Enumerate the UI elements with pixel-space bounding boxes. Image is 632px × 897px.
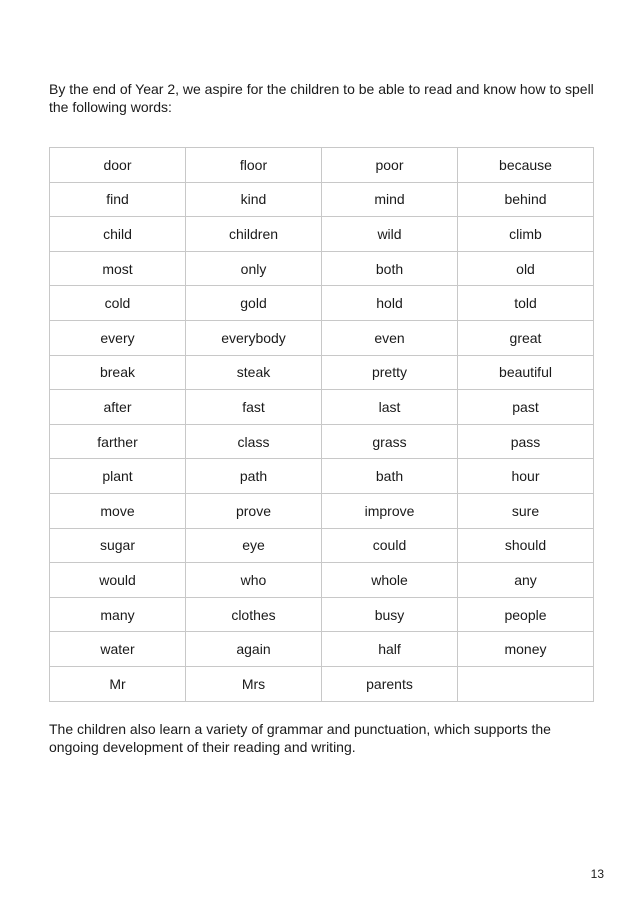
word-cell: gold [186, 286, 322, 321]
word-cell: fast [186, 390, 322, 425]
word-cell: eye [186, 528, 322, 563]
word-cell: past [458, 390, 594, 425]
word-cell: water [50, 632, 186, 667]
word-cell: kind [186, 182, 322, 217]
word-cell: most [50, 251, 186, 286]
word-cell: sure [458, 493, 594, 528]
word-cell: grass [322, 424, 458, 459]
table-row [50, 320, 594, 355]
table-row [50, 217, 594, 252]
word-cell: poor [322, 148, 458, 183]
word-cell: sugar [50, 528, 186, 563]
table-row [50, 666, 594, 701]
word-cell: path [186, 459, 322, 494]
word-cell: cold [50, 286, 186, 321]
word-cell: half [322, 632, 458, 667]
word-cell: both [322, 251, 458, 286]
table-row [50, 424, 594, 459]
table-row [50, 563, 594, 598]
word-cell: floor [186, 148, 322, 183]
word-cell: beautiful [458, 355, 594, 390]
word-cell: after [50, 390, 186, 425]
word-cell: Mr [50, 666, 186, 701]
intro-paragraph: By the end of Year 2, we aspire for the children to be able to read and know how to spell the following words: [49, 81, 594, 115]
word-cell: door [50, 148, 186, 183]
spelling-word-table [49, 147, 594, 702]
word-cell: steak [186, 355, 322, 390]
word-cell: again [186, 632, 322, 667]
table-row [50, 355, 594, 390]
word-cell: old [458, 251, 594, 286]
word-cell: prove [186, 493, 322, 528]
word-cell: should [458, 528, 594, 563]
word-cell: child [50, 217, 186, 252]
word-cell: move [50, 493, 186, 528]
table-row [50, 459, 594, 494]
word-cell: break [50, 355, 186, 390]
outro-paragraph: The children also learn a variety of grammar and punctuation, which supports the ongoing development of their reading and writing. [49, 721, 551, 755]
table-row [50, 528, 594, 563]
word-cell: parents [322, 666, 458, 701]
word-cell: every [50, 320, 186, 355]
word-cell: many [50, 597, 186, 632]
word-cell: bath [322, 459, 458, 494]
table-row [50, 597, 594, 632]
word-cell: children [186, 217, 322, 252]
word-cell: whole [322, 563, 458, 598]
page-number: 13 [590, 867, 604, 881]
word-cell: who [186, 563, 322, 598]
word-cell: find [50, 182, 186, 217]
word-cell: farther [50, 424, 186, 459]
word-table-body [50, 148, 594, 702]
word-cell: climb [458, 217, 594, 252]
table-row [50, 148, 594, 183]
word-cell: great [458, 320, 594, 355]
table-row [50, 493, 594, 528]
word-cell: because [458, 148, 594, 183]
word-cell: behind [458, 182, 594, 217]
table-row [50, 390, 594, 425]
word-cell: pass [458, 424, 594, 459]
word-cell: told [458, 286, 594, 321]
word-cell: mind [322, 182, 458, 217]
table-row [50, 286, 594, 321]
word-cell: hold [322, 286, 458, 321]
word-cell: improve [322, 493, 458, 528]
word-cell: Mrs [186, 666, 322, 701]
word-cell: would [50, 563, 186, 598]
word-cell: pretty [322, 355, 458, 390]
word-cell: money [458, 632, 594, 667]
word-cell [458, 666, 594, 701]
table-row [50, 632, 594, 667]
word-cell: could [322, 528, 458, 563]
word-cell: clothes [186, 597, 322, 632]
word-cell: plant [50, 459, 186, 494]
table-row [50, 251, 594, 286]
word-cell: last [322, 390, 458, 425]
table-row [50, 182, 594, 217]
word-cell: wild [322, 217, 458, 252]
word-cell: everybody [186, 320, 322, 355]
word-cell: even [322, 320, 458, 355]
word-cell: class [186, 424, 322, 459]
word-cell: people [458, 597, 594, 632]
word-cell: hour [458, 459, 594, 494]
word-cell: busy [322, 597, 458, 632]
word-cell: any [458, 563, 594, 598]
word-cell: only [186, 251, 322, 286]
